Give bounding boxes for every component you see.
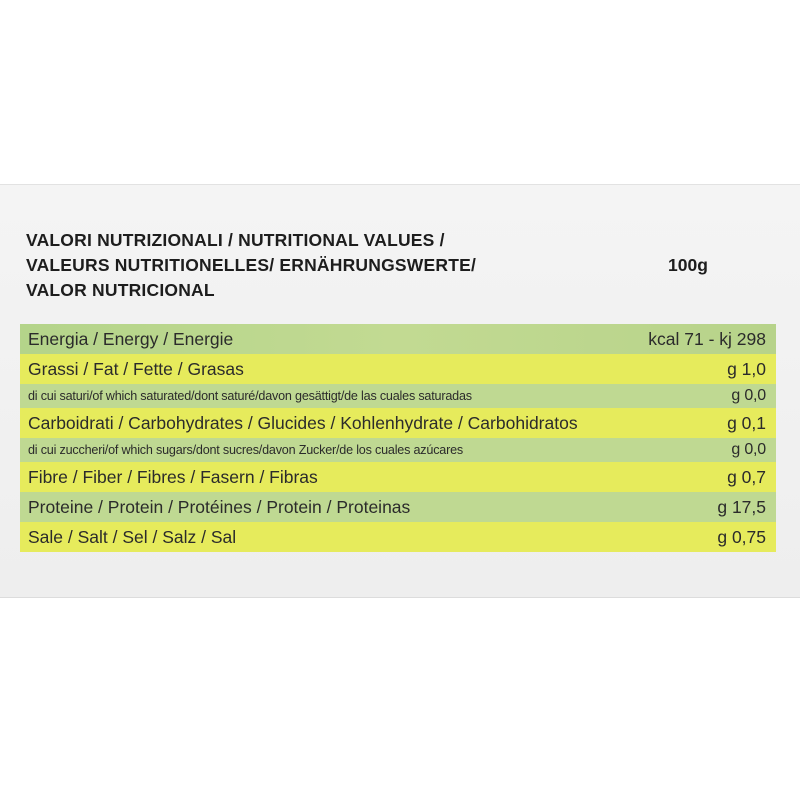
row-energy [20, 324, 776, 354]
row-value: g 1,0 [727, 358, 766, 379]
row-value: g 0,0 [731, 387, 766, 404]
row-sugars [20, 438, 776, 462]
heading-line-1: VALORI NUTRIZIONALI / NUTRITIONAL VALUES / [26, 230, 445, 250]
row-value: g 0,7 [727, 466, 766, 487]
row-fat [20, 354, 776, 384]
row-saturated [20, 384, 776, 408]
nutrition-table [20, 324, 776, 552]
row-salt [20, 522, 776, 552]
row-label: Proteine / Protein / Protéines / Protein / Proteinas [28, 496, 411, 517]
row-label: Fibre / Fiber / Fibres / Fasern / Fibras [28, 466, 318, 487]
per-unit-label: 100g [668, 255, 708, 275]
row-value: g 0,1 [727, 412, 766, 433]
row-value: g 0,75 [717, 526, 766, 547]
nutrition-heading [26, 228, 546, 303]
row-protein [20, 492, 776, 522]
row-label: Grassi / Fat / Fette / Grasas [28, 358, 244, 379]
row-label: Sale / Salt / Sel / Salz / Sal [28, 526, 237, 547]
row-value: kcal 71 - kj 298 [648, 328, 766, 349]
row-label: Carboidrati / Carbohydrates / Glucides / Kohlenhydrate / Carbohidratos [28, 412, 578, 433]
row-label: Energia / Energy / Energie [28, 328, 234, 349]
row-value: g 17,5 [717, 496, 766, 517]
row-label: di cui saturi/of which saturated/dont saturé/davon gesättigt/de las cuales saturadas [28, 389, 472, 403]
row-label: di cui zuccheri/of which sugars/dont sucres/davon Zucker/de los cuales azúcares [28, 443, 463, 457]
heading-line-2: VALEURS NUTRITIONELLES/ ERNÄHRUNGSWERTE/ [26, 255, 477, 275]
row-value: g 0,0 [731, 441, 766, 458]
row-fibre [20, 462, 776, 492]
heading-line-3: VALOR NUTRICIONAL [26, 280, 215, 300]
row-carbohydrates [20, 408, 776, 438]
